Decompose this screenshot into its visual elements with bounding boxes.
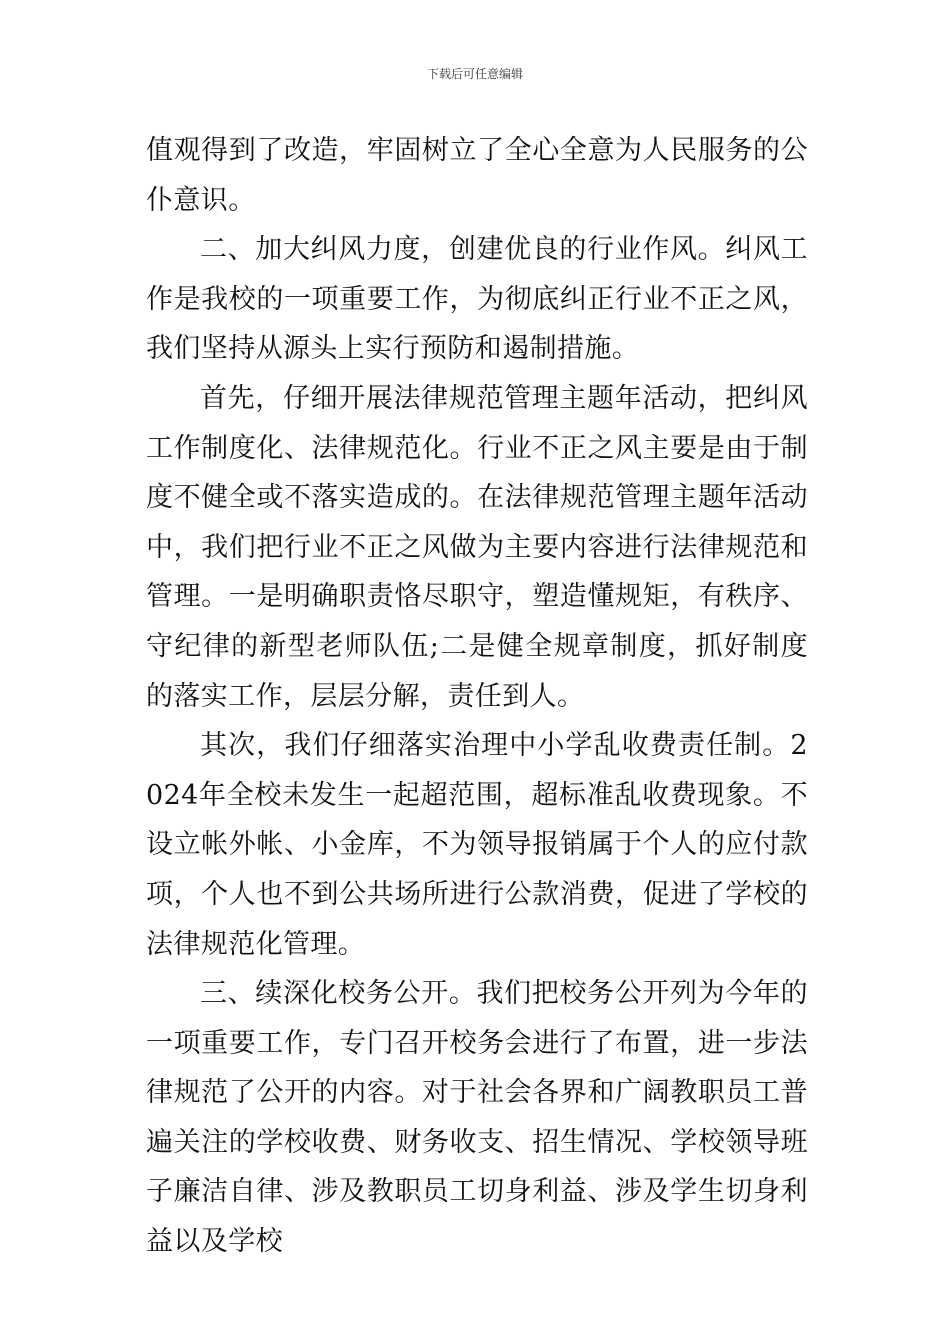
paragraph-section-three: 三、续深化校务公开。我们把校务公开列为今年的一项重要工作，专门召开校务会进行了布置，进一步法律规范了公开的内容。对于社会各界和广阔教职员工普遍关注的学校收费、财务收支、招生情况、学校领导班子廉洁自律、涉及教职员工切身利益、涉及学生切身利益以及学校 bbox=[146, 978, 808, 1258]
paragraph-continuation: 值观得到了改造，牢固树立了全心全意为人民服务的公仆意识。 bbox=[146, 135, 808, 216]
paragraph-second-measure: 其次，我们仔细落实治理中小学乱收费责任制。2024年全校未发生一起超范围，超标准乱收费现象。不设立帐外帐、小金库，不为领导报销属于个人的应付款项，个人也不到公共场所进行公款消费，促进了学校的法律规范化管理。 bbox=[146, 730, 808, 960]
page-header: 下载后可任意编辑 bbox=[426, 67, 523, 81]
document-body bbox=[146, 126, 808, 1267]
paragraph-section-two: 二、加大纠风力度，创建优良的行业作风。纠风工作是我校的一项重要工作，为彻底纠正行业不正之风，我们坚持从源头上实行预防和遏制措施。 bbox=[146, 234, 808, 365]
paragraph-first-measure: 首先，仔细开展法律规范管理主题年活动，把纠风工作制度化、法律规范化。行业不正之风主要是由于制度不健全或不落实造成的。在法律规范管理主题年活动中，我们把行业不正之风做为主要内容进行法律规范和管理。一是明确职责恪尽职守，塑造懂规矩，有秩序、守纪律的新型老师队伍;二是健全规章制度，抓好制度的落实工作，层层分解，责任到人。 bbox=[146, 382, 808, 712]
